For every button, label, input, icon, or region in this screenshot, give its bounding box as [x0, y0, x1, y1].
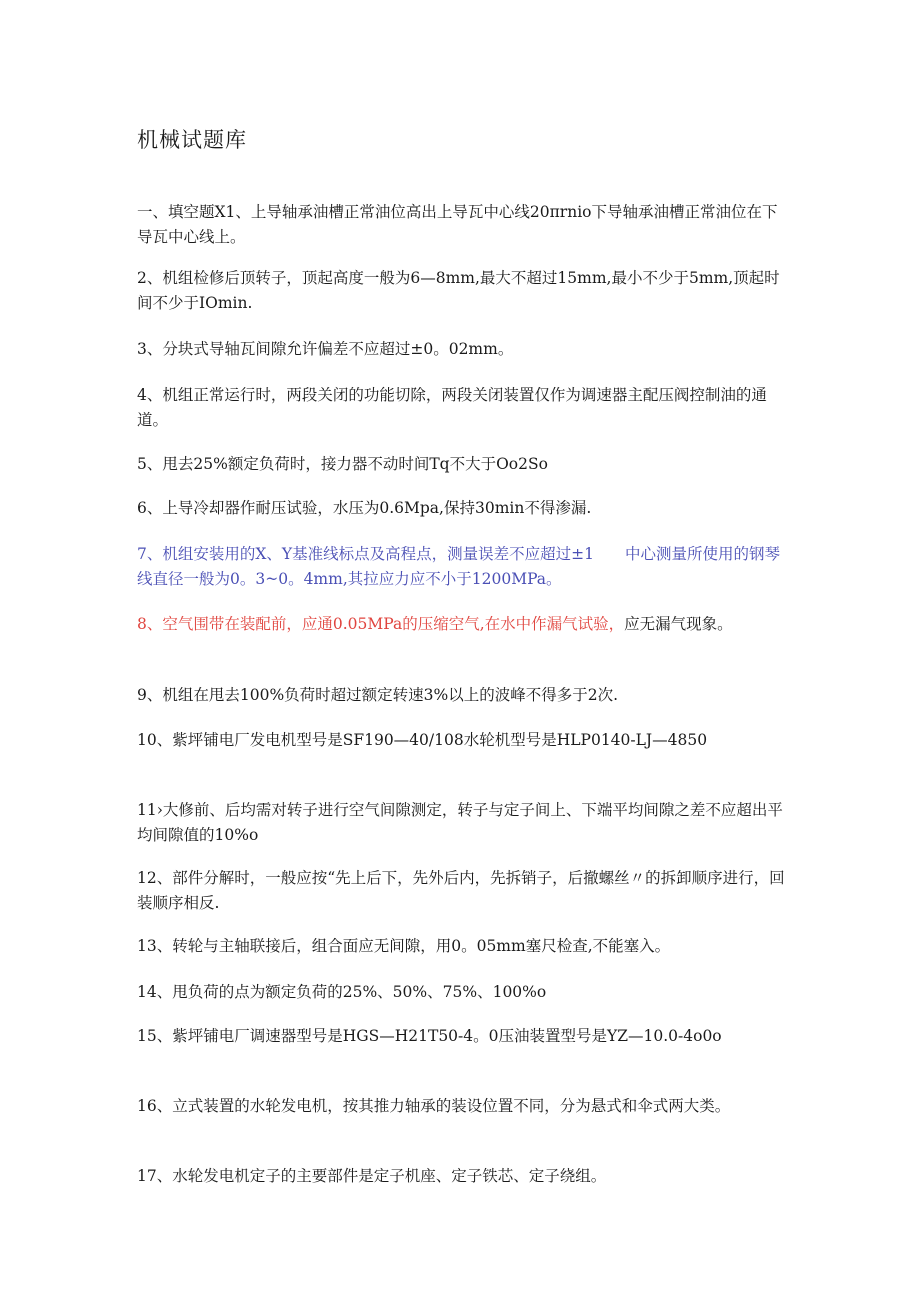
question-item-3: 3、分块式导轴瓦间隙允许偏差不应超过±0。02mm。 [137, 340, 514, 358]
question-item-15: 15、紫坪铺电厂调速器型号是HGS—H21T50-4。0压油装置型号是YZ—10.0-4o0o [137, 1027, 722, 1045]
document-title: 机械试题库 [137, 128, 247, 152]
question-item-10: 10、紫坪铺电厂发电机型号是SF190—40/108水轮机型号是HLP0140-LJ—4850 [137, 731, 708, 749]
question-item-16: 16、立式装置的水轮发电机，按其推力轴承的装设位置不同，分为悬式和伞式两大类。 [137, 1097, 731, 1115]
question-item-5: 5、甩去25%额定负荷时，接力器不动时间Tq不大于Oo2So [137, 455, 548, 473]
question-item-13: 13、转轮与主轴联接后，组合面应无间隙，用0。05mm塞尺检查,不能塞入。 [137, 937, 671, 955]
question-item-6: 6、上导冷却器作耐压试验，水压为0.6Mpa,保持30min不得渗漏. [137, 499, 592, 517]
question-item-8-rest: 应无漏气现象。 [624, 615, 733, 633]
question-item-12: 12、部件分解时，一般应按“先上后下，先外后内，先拆销子，后撤螺丝〃的拆卸顺序进行，回装顺序相反. [137, 869, 785, 912]
question-item-7: 7、机组安装用的X、Y基准线标点及高程点，测量误差不应超过±1 中心测量所使用的钢琴线直径一般为0。3~0。4mm,其拉应力应不小于1200MPa。 [137, 545, 780, 588]
question-item-4: 4、机组正常运行时，两段关闭的功能切除，两段关闭装置仅作为调速器主配压阀控制油的通道。 [137, 386, 767, 429]
question-item-14: 14、甩负荷的点为额定负荷的25%、50%、75%、100%o [137, 983, 547, 1001]
question-item-8-highlight: 8、空气围带在装配前，应通0.05MPa的压缩空气,在水中作漏气试验， [137, 615, 625, 633]
question-item-9: 9、机组在甩去100%负荷时超过额定转速3%以上的波峰不得多于2次. [137, 686, 619, 704]
question-item-1: 一、填空题X1、上导轴承油槽正常油位高出上导瓦中心线20πrnio下导轴承油槽正常油位在下导瓦中心线上。 [137, 203, 778, 246]
question-item-8 [137, 612, 787, 637]
question-item-11: 11›大修前、后均需对转子进行空气间隙测定，转子与定子间上、下端平均间隙之差不应超出平均间隙值的10%o [137, 801, 783, 844]
question-item-17: 17、水轮发电机定子的主要部件是定子机座、定子铁芯、定子绕组。 [137, 1167, 607, 1185]
question-item-2: 2、机组检修后顶转子，顶起高度一般为6—8mm,最大不超过15mm,最小不少于5mm,顶起时间不少于IOmin. [137, 269, 780, 312]
